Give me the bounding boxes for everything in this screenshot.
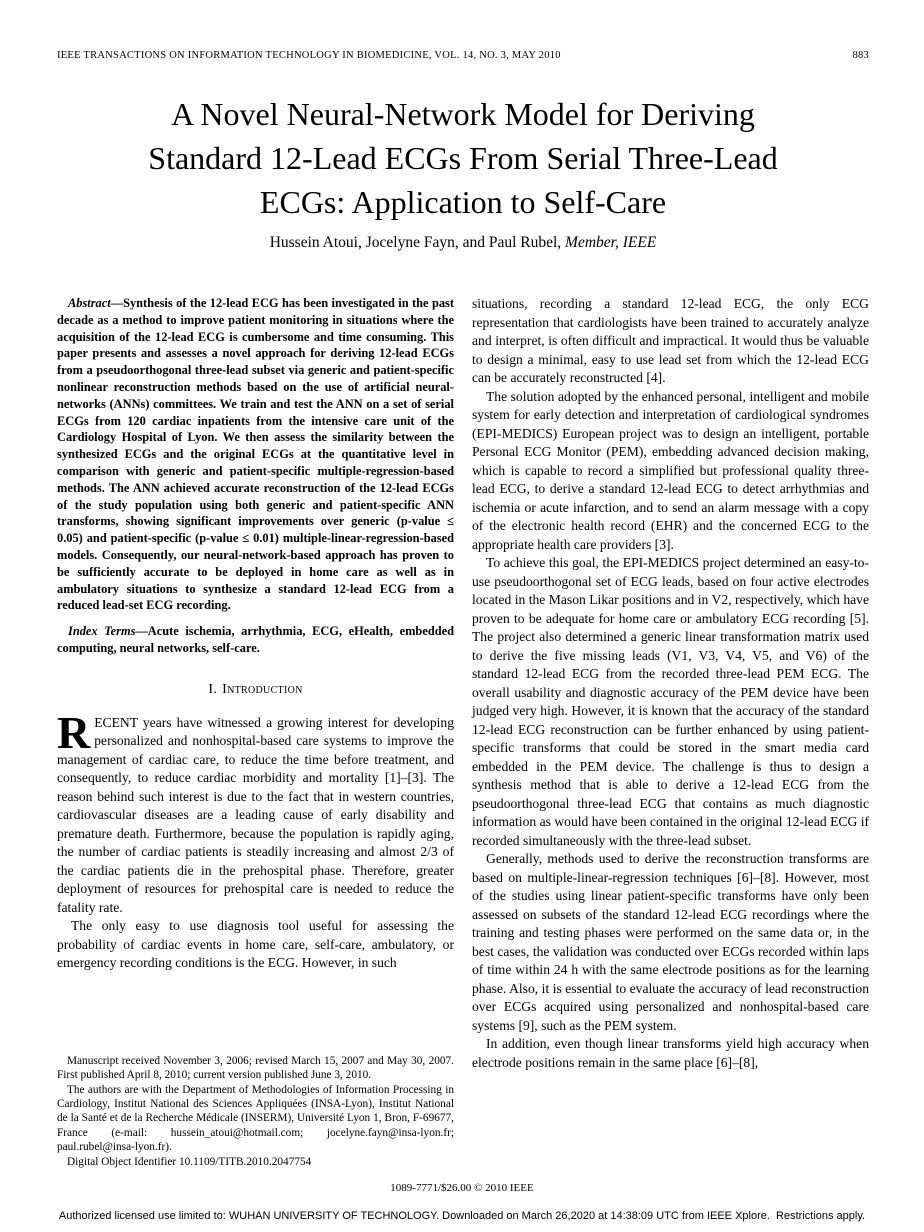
body-paragraph: situations, recording a standard 12-lead ECG, the only ECG representation that cardiologists have been trained to accurately analyze and interpret, is often difficult and impractical. It would thus be valuable to design a minimal, easy to use lead set from which the 12-lead ECG can be accurately reconstructed [4]. [472, 296, 869, 385]
license-notice: Authorized licensed use limited to: WUHAN UNIVERSITY OF TECHNOLOGY. Downloaded on March 26,2020 at 14:38:09 UTC from IEEE Xplore. Restrictions apply. [58, 1210, 866, 1222]
section-numeral: I. [208, 681, 218, 697]
paper-title-line: Standard 12-Lead ECGs From Serial Three-Lead [148, 140, 778, 176]
journal-header: IEEE TRANSACTIONS ON INFORMATION TECHNOLOGY IN BIOMEDICINE, VOL. 14, NO. 3, MAY 2010 [57, 50, 561, 61]
footnote-doi: Digital Object Identifier 10.1109/TITB.2010.2047754 [67, 1155, 312, 1168]
index-terms-text: —Acute ischemia, arrhythmia, ECG, eHealth, embedded computing, neural networks, self-care. [57, 624, 454, 655]
body-paragraph: To achieve this goal, the EPI-MEDICS project determined an easy-to-use pseudoorthogonal set of ECG leads, based on four active electrodes located in the Mason Likar positions and in V2, respectively, which have proven to be adequate for home care or ambulatory ECG recording [5]. The project also determined a generic linear transformation matrix used to derive the five missing leads (V1, V3, V4, V5, and V6) of the standard 12-lead ECG from the recorded three-lead PEM ECG. The overall usability and diagnostic accuracy of the PEM device have been judged very high. However, it is known that the accuracy of the standard 12-lead ECG reconstruction can be further enhanced by using patient-specific transforms that could be stored in the smart media card embedded in the PEM device. The challenge is thus to design a synthesis method that is able to derive a 12-lead ECG from the pseudoorthogonal three-lead ECG that contains as much diagnostic information as would have been contained in the original 12-lead ECG if recorded simultaneously with the three-lead subset. [472, 555, 869, 848]
body-paragraph: The solution adopted by the enhanced personal, intelligent and mobile system for early detection and interpretation of cardiological syndromes (EPI-MEDICS) European project was to design an intelligent, portable Personal ECG Monitor (PEM), embedding advanced decision making, which is capable to record a simplified but professional quality three-lead ECG, to derive a standard 12-lead ECG to detect arrhythmias and ischemia or acute infarction, and to send an alarm message with a copy of the electronic health record (EHR) and the concerned ECG to the appropriate health care providers [3]. [472, 388, 869, 552]
footnote-manuscript-history: Manuscript received November 3, 2006; revised March 15, 2007 and May 30, 2007. First published April 8, 2010; current version published June 3, 2010. [57, 1054, 454, 1082]
running-head [57, 50, 869, 62]
intro-paragraph-2: The only easy to use diagnosis tool useful for assessing the probability of cardiac events in home care, self-care, ambulatory, or emergency recording conditions is the ECG. However, in such [57, 918, 454, 971]
intro-paragraph-1-text: ECENT years have witnessed a growing interest for developing personalized and nonhospital-based care systems to improve the management of cardiac care, to reduce the time before treatment, and consequently, to reduce cardiac morbidity and mortality [1]–[3]. The reason behind such interest is due to the fact that in western countries, cardiovascular diseases are a leading cause of early disability and premature death. Furthermore, because the population is rapidly aging, the number of cardiac patients is steadily increasing and almost 2/3 of the cardiac patients die in the prehospital phase. Therefore, greater deployment of resources for prehospital care is needed to reduce the fatality rate. [57, 714, 454, 915]
page-number: 883 [852, 50, 869, 61]
author-names: Hussein Atoui, Jocelyne Fayn, and Paul Rubel, [269, 234, 566, 251]
abstract-text: —Synthesis of the 12-lead ECG has been investigated in the past decade as a method to improve patient monitoring in situations where the acquisition of the 12-lead ECG is cumbersome and time consuming. This paper presents and assesses a novel approach for deriving 12-lead ECGs from a pseudoorthogonal three-lead subset via generic and patient-specific nonlinear reconstruction methods based on the use of artificial neural-networks (ANNs) committees. We train and test the ANN on a set of serial ECGs from 120 cardiac inpatients from the intensive care unit of the Cardiology Hospital of Lyon. We then assess the similarity between the synthesized ECGs and the original ECGs at the quantitative level in comparison with generic and patient-specific multiple-regression-based methods. The ANN achieved accurate reconstruction of the 12-lead ECGs of the study population using both generic and patient-specific ANN transforms, showing significant improvements over generic (p-value ≤ 0.05) and patient-specific (p-value ≤ 0.01) multiple-linear-regression-based models. Consequently, our neural-network-based approach has proven to be sufficiently accurate to be deployed in home care as well as in ambulatory situations to synthesize a standard 12-lead ECG from a reduced lead-set ECG recording. [57, 296, 454, 613]
right-column [472, 295, 869, 1169]
paper-title [57, 92, 869, 224]
body-paragraph: In addition, even though linear transforms yield high accuracy when electrode positions remain in the same place [6]–[8], [472, 1036, 869, 1070]
issn-copyright-line: 1089-7771/$26.00 © 2010 IEEE [390, 1182, 534, 1194]
footnote-author-affiliations: The authors are with the Department of Methodologies of Information Processing in Cardiology, Institut National des Sciences Appliquées (INSA-Lyon), Institut National de la Santé et de la Recherche Médicale (INSERM), Université Lyon 1, Bron, F-69677, France (e-mail: hussein_atoui@hotmail.com; jocelyne.fayn@insa-lyon.fr; paul.rubel@insa-lyon.fr). [57, 1083, 454, 1154]
drop-cap: R [57, 706, 91, 758]
index-terms-paragraph [57, 623, 454, 657]
body-paragraph: Generally, methods used to derive the reconstruction transforms are based on multiple-linear-regression techniques [6]–[8]. However, most of the studies using linear patient-specific transforms have only been assessed on subsets of the standard 12-lead ECG recordings where the training and testing phases were performed on the same data or, in the best cases, the validation was conducted over ECGs recorded within laps of time within 24 h with the same electrode positions as for the learning phase. Also, it is essential to evaluate the accuracy of lead reconstruction over ECGs acquired using personalized and nonhospital-based care systems [9], such as the PEM system. [472, 851, 869, 1033]
abstract-paragraph [57, 295, 454, 614]
authors-line [57, 233, 869, 253]
section-heading-introduction [57, 681, 454, 699]
paper-title-line: ECGs: Application to Self-Care [259, 184, 667, 220]
paper-title-line: A Novel Neural-Network Model for Deriving [171, 96, 755, 132]
intro-paragraph-1 [57, 706, 454, 918]
section-title: Introduction [222, 681, 303, 697]
first-page-footnote [57, 1054, 454, 1169]
left-column [57, 295, 454, 1169]
author-membership: Member, IEEE [565, 234, 657, 251]
two-column-body [57, 295, 869, 1169]
index-terms-label: Index Terms [68, 624, 136, 639]
abstract-label: Abstract [68, 296, 111, 310]
